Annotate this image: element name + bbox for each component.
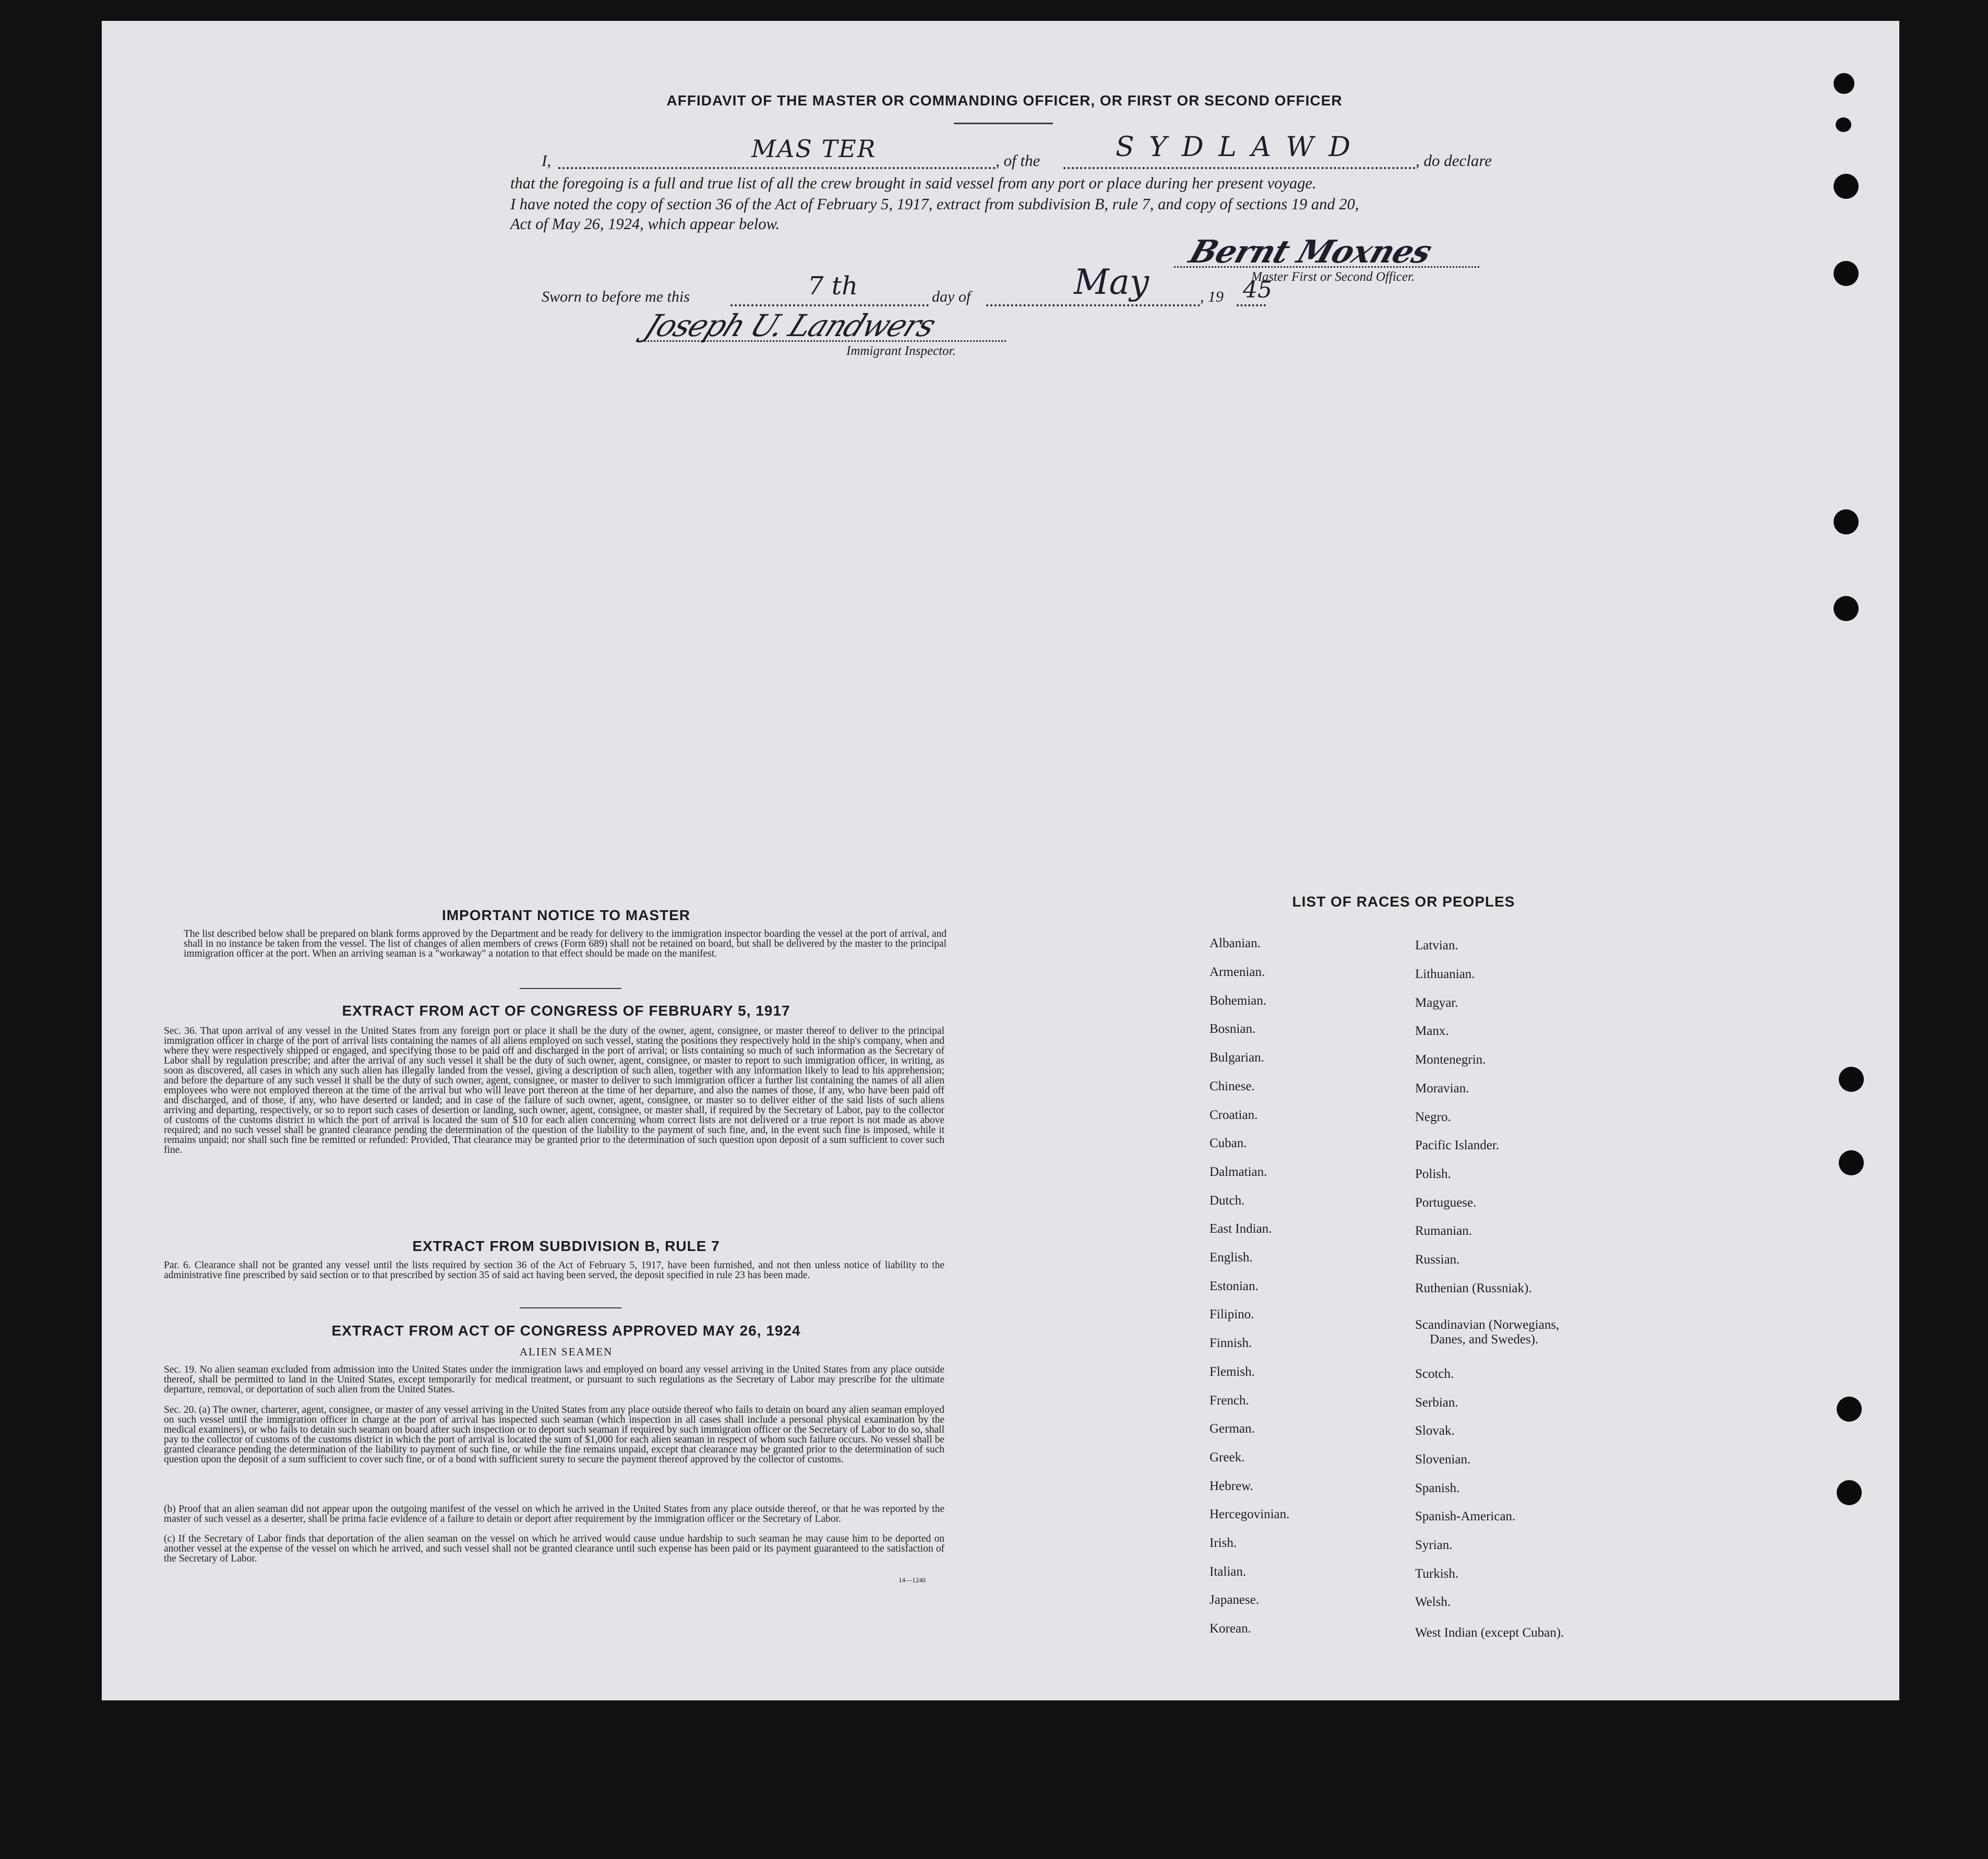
race-item: Ruthenian (Russniak).: [1415, 1281, 1532, 1295]
race-item: German.: [1209, 1422, 1255, 1436]
race-item: Scotch.: [1415, 1367, 1454, 1381]
race-item: Bosnian.: [1209, 1022, 1256, 1036]
punch-hole: [1834, 261, 1859, 286]
section-divider: [520, 1307, 621, 1308]
vessel-line: [1063, 167, 1416, 169]
master-name-handwritten: MAS TER: [751, 135, 877, 163]
vessel-name-handwritten: S Y D L A W D: [1116, 132, 1354, 163]
race-item: English.: [1209, 1250, 1253, 1265]
race-item: West Indian (except Cuban).: [1415, 1626, 1564, 1640]
rule7-text: Par. 6. Clearance shall not be granted any vessel until the lists required by section 36 of the Act of February 5, 1917, have been furnished, and not then unless notice of liability to the administrative fine prescribed by said section or to that prescribed by section 35 of said act having been served, the deposit specified in rule 23 has been made.: [164, 1260, 944, 1281]
day-of-label: day of: [932, 288, 971, 305]
race-item: Italian.: [1209, 1565, 1247, 1579]
punch-hole: [1834, 596, 1859, 621]
race-item: Magyar.: [1415, 996, 1458, 1010]
of-the-label: , of the: [996, 151, 1040, 170]
affidavit-line-4: Act of May 26, 1924, which appear below.: [510, 215, 780, 233]
race-item: Irish.: [1209, 1536, 1237, 1550]
year-handwritten: 45: [1243, 277, 1272, 303]
month-line: [986, 304, 1200, 306]
race-item: Hercegovinian.: [1209, 1507, 1290, 1521]
race-item: Manx.: [1415, 1024, 1449, 1038]
affidavit-title: AFFIDAVIT OF THE MASTER OR COMMANDING OFFICER, OR FIRST OR SECOND OFFICER: [666, 92, 1343, 109]
section-divider: [520, 988, 621, 989]
race-item: Filipino.: [1209, 1307, 1254, 1321]
inspector-line: [641, 340, 1006, 342]
race-item: Dalmatian.: [1209, 1165, 1267, 1179]
sec20b-text: (b) Proof that an alien seaman did not appear upon the outgoing manifest of the vessel on which he arrived in the United States from any place outside thereof, or that he was reported by the master of such vessel as a deserter, shall be prima facie evidence of a failure to detain or deport after requirement by the immigration officer or the Secretary of Labor.: [164, 1504, 944, 1524]
race-item: Hebrew.: [1209, 1479, 1253, 1493]
race-item: Negro.: [1415, 1110, 1451, 1124]
race-item: Bohemian.: [1209, 994, 1267, 1008]
race-item: Armenian.: [1209, 965, 1265, 979]
race-item: French.: [1209, 1393, 1249, 1408]
race-item: Latvian.: [1415, 938, 1458, 952]
sec19-text: Sec. 19. No alien seaman excluded from admission into the United States under the immigration laws and employed on board any vessel arriving in the United States from any place outside thereof, shall be permitted to land in the United States, except temporarily for medical treatment, or pursuant to such regulations as the Secretary of Labor may prescribe for the ultimate departure, removal, or deportation of such alien from the United States.: [164, 1364, 944, 1395]
race-item: Korean.: [1209, 1622, 1251, 1636]
race-item: Montenegrin.: [1415, 1053, 1486, 1067]
race-item: Syrian.: [1415, 1538, 1453, 1552]
master-signature: Bernt Moxnes: [1184, 234, 1436, 270]
rule7-title: EXTRACT FROM SUBDIVISION B, RULE 7: [412, 1238, 720, 1254]
race-item: Japanese.: [1209, 1593, 1260, 1607]
race-item: Cuban.: [1209, 1136, 1247, 1150]
punch-hole: [1837, 1397, 1862, 1422]
punch-hole: [1834, 509, 1859, 534]
races-title: LIST OF RACES OR PEOPLES: [1292, 893, 1515, 910]
punch-hole: [1839, 1150, 1864, 1175]
notice-title: IMPORTANT NOTICE TO MASTER: [441, 907, 691, 923]
year-line: [1237, 304, 1266, 306]
sworn-label: Sworn to before me this: [542, 288, 690, 305]
extract-1924-title: EXTRACT FROM ACT OF CONGRESS APPROVED MAY 26, 1924: [331, 1322, 801, 1339]
race-item: Lithuanian.: [1415, 967, 1475, 981]
punch-hole: [1837, 1480, 1862, 1505]
race-item: Croatian.: [1209, 1108, 1258, 1122]
race-item: Moravian.: [1415, 1081, 1469, 1095]
race-item: Danes, and Swedes).: [1430, 1332, 1539, 1346]
title-divider: [954, 123, 1053, 124]
race-item: Pacific Islander.: [1415, 1138, 1500, 1152]
sec20a-text: Sec. 20. (a) The owner, charterer, agent, consignee, or master of any vessel arriving in the United States from any place outside thereof who fails to detain on board any alien seaman employed on such vessel until the immigration officer in charge at the port of arrival has inspected such seaman (which inspection in all cases shall include a personal physical examination by the medical examiners), or who fails to detain such seaman on board after such inspection or to deport such seaman if required by such immigration officer or the Secretary of Labor to do so, shall pay to the collector of customs of the customs district in which the port of arrival is located the sum of $1,000 for each alien seaman in respect of whom such failure occurs. No vessel shall be granted clearance pending the determination of the liability to payment of such fine, or while the fine remains unpaid, except that clearance may be granted prior to the determination of such question upon the deposit of a sum sufficient to cover such fine, or of a bond with sufficient surety to secure the payment thereof approved by the collector of customs.: [164, 1404, 944, 1465]
race-item: Slovak.: [1415, 1424, 1455, 1438]
inspector-caption: Immigrant Inspector.: [846, 344, 956, 358]
race-item: Flemish.: [1209, 1365, 1255, 1379]
name-line: [558, 167, 996, 169]
race-item: Bulgarian.: [1209, 1051, 1264, 1065]
notice-text: The list described below shall be prepared on blank forms approved by the Department and be ready for delivery to the immigration inspector boarding the vessel at the port of arrival, and shall in no instance be taken from the vessel. The list of changes of alien members of crews (Form 689) shall not be retained on board, but shall be delivered by the master to the principal immigration officer at the port. When an arriving seaman is a "workaway" a notation to that effect should be made on the manifest.: [184, 928, 947, 959]
signature-line: [1174, 266, 1479, 268]
affidavit-line-3: I have noted the copy of section 36 of the Act of February 5, 1917, extract from subdivision B, rule 7, and copy of sections 19 and 20,: [510, 195, 1359, 213]
month-handwritten: May: [1074, 262, 1149, 302]
punch-hole: [1836, 117, 1851, 132]
alien-seamen-subtitle: ALIEN SEAMEN: [519, 1345, 613, 1358]
race-item: Finnish.: [1209, 1336, 1252, 1350]
race-item: Spanish-American.: [1415, 1509, 1516, 1523]
punch-hole: [1834, 73, 1854, 94]
race-item: Albanian.: [1209, 936, 1261, 950]
day-line: [730, 304, 929, 306]
affidavit-i: I,: [542, 151, 552, 170]
form-number: 14—1240: [899, 1576, 926, 1584]
race-item: Dutch.: [1209, 1194, 1245, 1208]
inspector-signature: Joseph U. Landwers: [640, 308, 941, 343]
extract-1917-title: EXTRACT FROM ACT OF CONGRESS OF FEBRUARY 5, 1917: [342, 1003, 791, 1019]
race-item: East Indian.: [1209, 1222, 1272, 1236]
punch-hole: [1839, 1067, 1864, 1092]
race-item: Welsh.: [1415, 1595, 1451, 1609]
year-prefix: , 19: [1200, 288, 1224, 305]
extract-1917-text: Sec. 36. That upon arrival of any vessel in the United States from any foreign port or place it shall be the duty of the owner, agent, consignee, or master thereof to deliver to the principal immigration officer in charge of the port of arrival lists containing the names of all aliens employed on such vessel, stating the positions they respectively hold in the ship's company, when and where they were respectively shipped or engaged, and specifying those to be paid off and discharged in the port of arrival; or lists containing so much of such information as the Secretary of Labor shall by regulation prescribe; and after the arrival of any such vessel it shall be the duty of such owner, agent, consignee, or master to report to such immigration officer, in writing, as soon as discovered, all cases in which any such alien has illegally landed from the vessel, giving a description of such alien, together with any information likely to lead to his apprehension; and before the departure of any such vessel it shall be the duty of such owner, agent, consignee, or master to deliver to such immigration officer a further list containing the names of all alien employees who were not employed thereon at the time of the arrival but who will leave port thereon at the time of her departure, and also the names of those, if any, who have been paid off and discharged, and of those, if any, who have deserted or landed; and in case of the failure of such owner, agent, consignee, or master so to deliver either of the said lists of such aliens arriving and departing, respectively, or so to report such cases of desertion or landing, such owner, agent, consignee, or master shall, if required by the Secretary of Labor, pay to the collector of customs of the customs district in which the port of arrival is located the sum of $10 for each alien concerning whom correct lists are not delivered or a true report is not made as above required; and no such vessel shall be granted clearance pending the determination of the question of the liability to the payment of such fine, and, in the event such fine is imposed, while it remains unpaid; nor shall such fine be remitted or refunded: Provided, That clearance may be granted prior to the determination of such question upon deposit of a sum sufficient to cover such fine.: [164, 1026, 944, 1155]
race-item: Spanish.: [1415, 1481, 1460, 1495]
master-caption: Master First or Second Officer.: [1251, 270, 1415, 284]
do-declare-label: , do declare: [1416, 151, 1492, 170]
race-item: Portuguese.: [1415, 1196, 1477, 1210]
day-handwritten: 7 th: [808, 271, 858, 301]
race-item: Greek.: [1209, 1450, 1245, 1464]
affidavit-line-2: that the foregoing is a full and true list of all the crew brought in said vessel from any port or place during her present voyage.: [510, 174, 1316, 192]
race-item: Scandinavian (Norwegians,: [1415, 1318, 1560, 1332]
race-item: Chinese.: [1209, 1079, 1255, 1093]
race-item: Turkish.: [1415, 1567, 1459, 1581]
race-item: Polish.: [1415, 1167, 1451, 1181]
race-item: Rumanian.: [1415, 1224, 1472, 1238]
race-item: Russian.: [1415, 1253, 1460, 1267]
sec20c-text: (c) If the Secretary of Labor finds that deportation of the alien seaman on the vessel on which he arrived would cause undue hardship to such seaman he may cause him to be deported on another vessel at the expense of the vessel on which he arrived, and such vessel shall not be granted clearance until such expense has been paid or its payment guaranteed to the satisfaction of the Secretary of Labor.: [164, 1533, 944, 1564]
race-item: Estonian.: [1209, 1279, 1259, 1293]
race-item: Slovenian.: [1415, 1452, 1471, 1467]
punch-hole: [1834, 174, 1859, 199]
race-item: Serbian.: [1415, 1396, 1458, 1410]
